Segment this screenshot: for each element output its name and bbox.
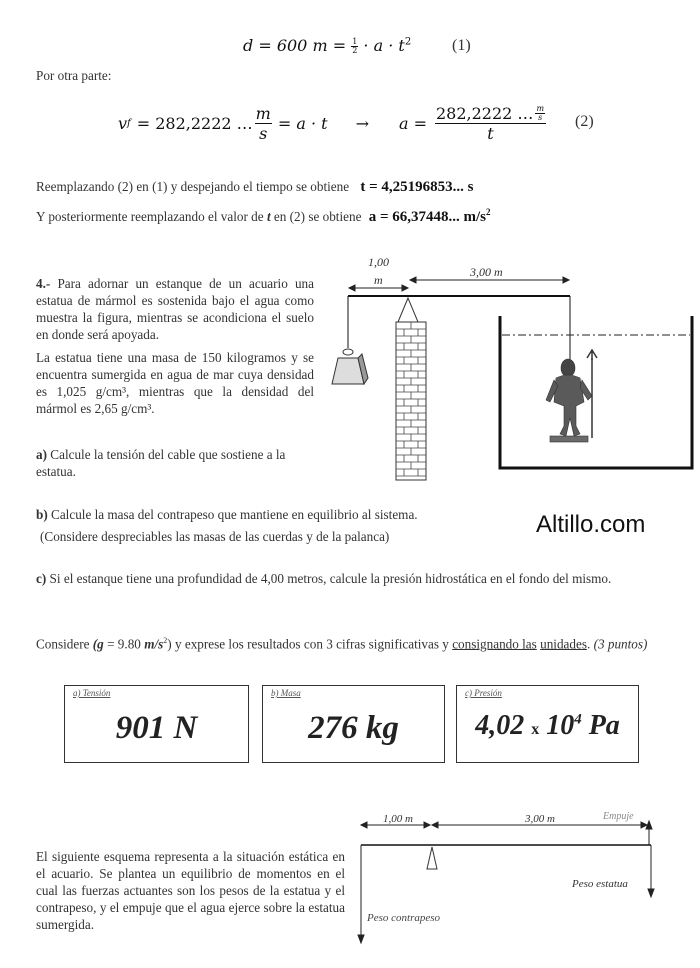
consider-underlined1: consignando las [452,636,537,652]
eq1-fraction [351,38,358,55]
question-c-text: Si el estanque tiene una profundidad de 4,00 metros, calcule la presión hidrostática en el fondo del mismo. [49,571,612,586]
eq2-value: = 282,2222 … [136,113,253,133]
dim1-value: 1,00 [368,255,389,269]
question-c [36,570,626,587]
eq1-frac-den: 2 [352,46,358,55]
consider-unit-sup: 2 [163,636,168,645]
line-a-sup: 2 [486,207,491,217]
eq2-unit-s: s [259,123,268,143]
problem-p1-text: Para adornar un estanque de un acuario una estatua de mármol es sostenida bajo el agua como muestra la figura, mientras se acondiciona el suelo en donde será apoyada. [36,276,314,342]
pressure-main: 4,02 [475,710,525,741]
aquarium-figure [330,250,700,490]
problem-number: 4.- [36,276,51,291]
question-a [36,446,316,480]
counterweight [332,349,368,384]
watermark: Altillo.com [536,511,646,538]
consider-eq: = 9.80 [107,636,141,652]
question-a-text: Calcule la tensión del cable que sostiene a la estatua. [36,447,286,479]
eq1-rhs: · a · t [363,36,405,55]
question-b-text: Calcule la masa del contrapeso que mantiene en equilibrio al sistema. [51,507,418,522]
peso-contrapeso-arrow [358,845,364,943]
result-box-tension [64,685,249,763]
line-t [36,178,474,196]
pressure-x: x [531,721,540,738]
eq2-inner-unit [535,105,545,122]
consider-close: ) [167,636,172,652]
eq2-a-den: t [487,123,494,143]
statue-figure [546,350,597,442]
scheme-empuje: Empuje [603,811,634,822]
equation-1 [243,36,411,55]
consider-t3: . [586,636,591,652]
fulcrum-triangle [398,298,418,322]
tank [500,316,692,468]
question-b-note: (Considere despreciables las masas de las cuerdas y de la palanca) [40,529,390,544]
moment-scheme [355,805,695,955]
scheme-peso-contrapeso: Peso contrapeso [367,912,441,924]
equation-2 [118,100,546,146]
eq2-a-fraction [435,104,546,143]
pressure-base: 10 [546,710,575,741]
result-label-tension: a) Tensión [73,688,111,698]
result-value-tension: 901 N [115,710,198,746]
eq1-equals: = [332,36,347,55]
consider-t2: y exprese los resultados con 3 cifras significativas y [174,636,449,652]
dim1-unit: m [374,273,383,287]
consider-points: (3 puntos) [593,636,648,652]
eq1-number: (1) [452,37,471,54]
scheme-dim2: 3,00 m [525,813,555,825]
question-a-label: a) [36,447,47,462]
result-value-mass: 276 kg [308,710,399,746]
eq2-inner-m: m [536,103,545,113]
eq1-lhs: d = 600 m [243,36,328,55]
line-a [36,204,491,226]
result-value-pressure [457,710,638,742]
eq2-unit-fraction [255,104,272,143]
eq1-sq: 2 [404,36,412,48]
line-a-text1: Y posteriormente reemplazando el valor de [36,209,264,224]
problem-p1 [36,275,314,343]
pressure-exp: 4 [574,711,582,728]
scheme-paragraph: El siguiente esquema representa a la situación estática en el acuario. Se plantea un equilibrio de momentos en el cual las fuerzas actuantes son los pesos de la estatua y el contrapeso, y el empuje que el agua ejerce sobre la estatua sumergida. [36,849,345,932]
result-box-pressure [456,685,639,763]
consider-g: (g [92,636,104,652]
eq2-vf-sub: f [127,117,131,129]
consider-t1: Considere [36,636,90,652]
eq2-vf: v [118,113,128,133]
eq2-a-eq: a = [398,113,427,133]
line-t-result: t = 4,25196853... s [360,179,474,195]
peso-estatua-arrow [648,845,654,897]
consider-underlined2: unidades [540,636,587,652]
question-b [36,506,418,523]
problem-p2: La estatua tiene una masa de 150 kilogramos y se encuentra sumergida en agua de mar cuya densidad es 1,025 g/cm³, mientras que la densidad del mármol es 2,65 g/cm³. [36,350,314,416]
result-label-mass: b) Masa [271,688,301,698]
consider-unit: m/s [144,636,164,652]
line-a-text2: en (2) se obtiene [273,209,362,224]
line-a-result: a = 66,37448... m/s [368,209,487,225]
line-t-text: Reemplazando (2) en (1) y despejando el tiempo se obtiene [36,179,350,194]
brick-column [396,322,426,480]
line-a-t: t [266,209,271,224]
question-c-label: c) [36,571,47,586]
eq2-arrow: → [355,113,369,133]
dim2-label: 3,00 m [470,265,503,279]
pressure-unit: Pa [588,710,620,741]
por-otra-parte: Por otra parte: [36,68,112,83]
eq2-a-num-value: 282,2222 … [436,103,534,123]
eq2-inner-s: s [538,112,543,122]
eq2-number: (2) [575,113,594,130]
result-box-mass [262,685,445,763]
eq2-unit-m: m [255,103,271,123]
scheme-fulcrum [427,847,437,869]
eq2-a-numerator [435,104,546,124]
consider-paragraph [36,632,680,652]
question-b-label: b) [36,507,48,522]
scheme-dim1: 1,00 m [383,813,413,825]
eq1-frac-num: 1 [352,37,358,46]
eq2-rhs: = a · t [277,113,328,133]
result-label-pressure: c) Presión [465,688,502,698]
scheme-peso-estatua: Peso estatua [572,878,628,890]
